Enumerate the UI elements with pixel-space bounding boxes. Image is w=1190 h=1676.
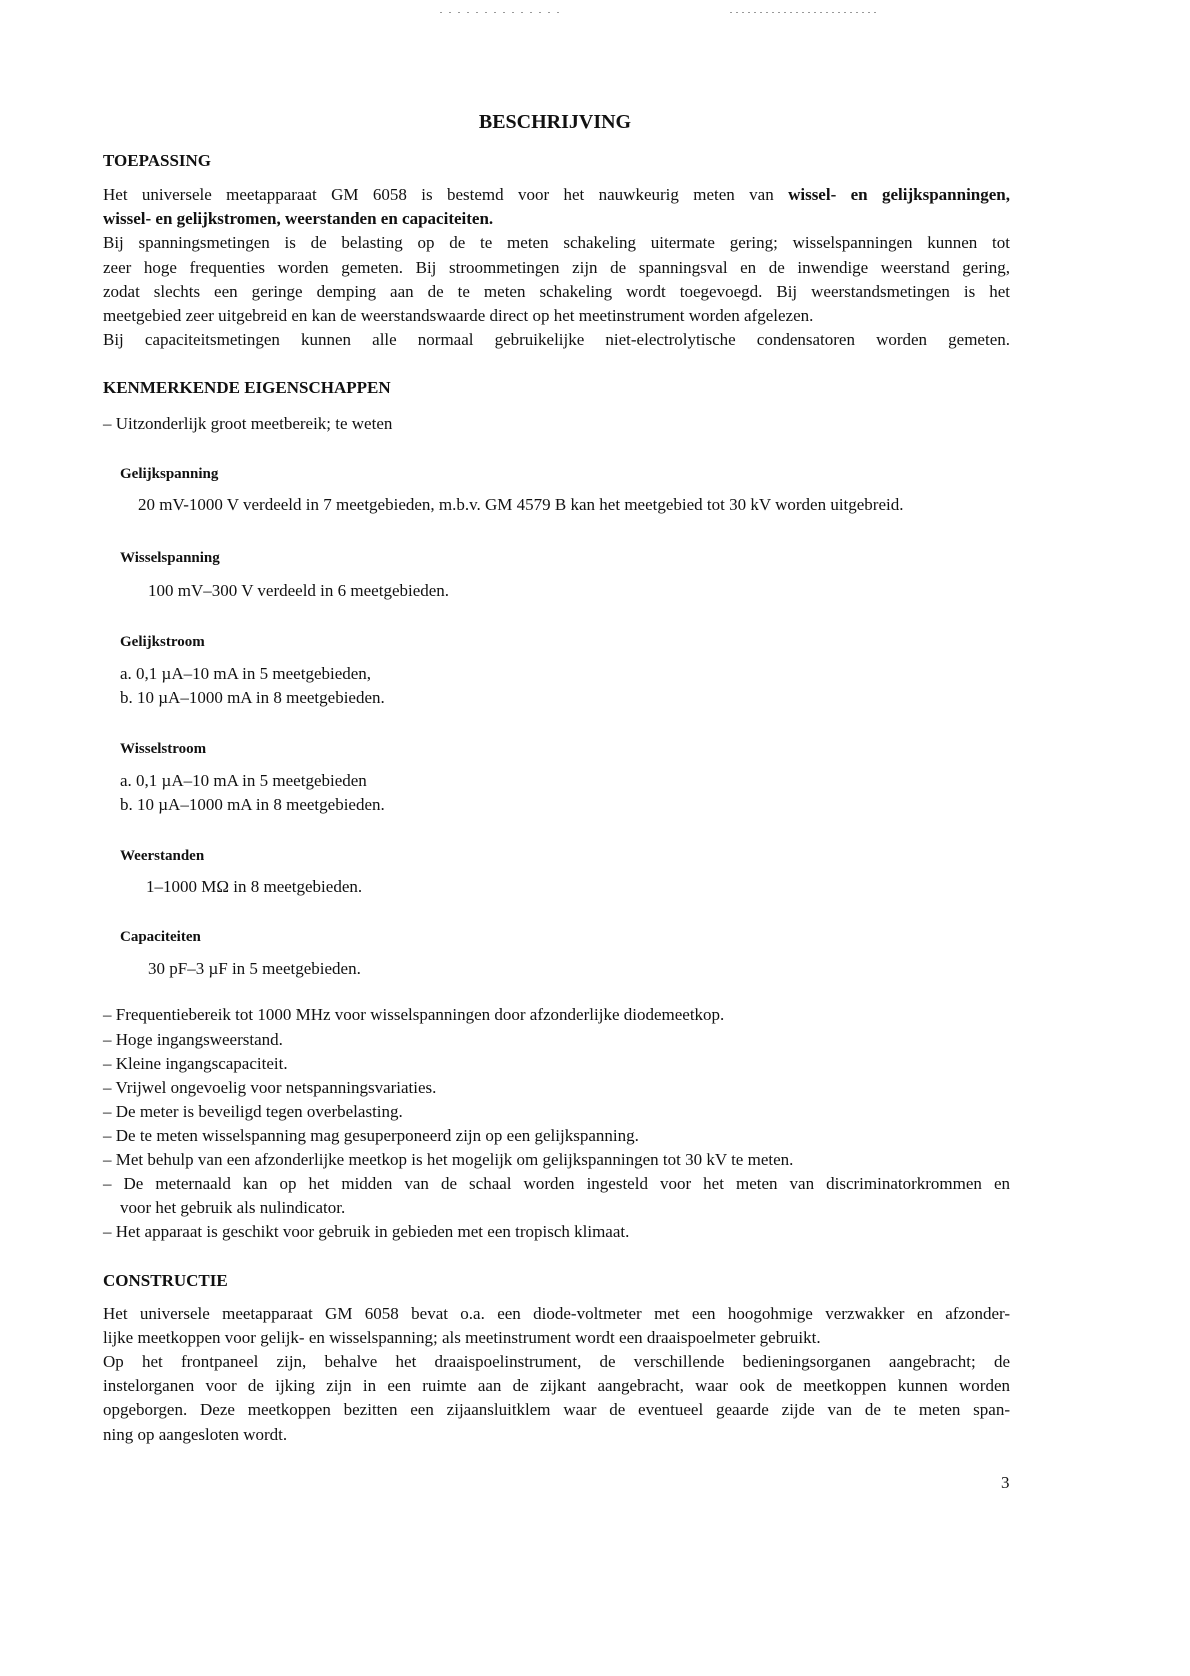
paragraph-line: ning op aangesloten wordt. (103, 1425, 288, 1444)
spec-text: 100 mV–300 V verdeeld in 6 meetgebieden. (148, 581, 450, 600)
spec-text: a. 0,1 µA–10 mA in 5 meetgebieden, (120, 664, 372, 683)
list-item: – Met behulp van een afzonderlijke meetkop is het mogelijk om gelijkspanningen tot 30 kV te meten. (103, 1150, 794, 1169)
paragraph-line: Bij capaciteitsmetingen kunnen alle normaal gebruikelijke niet-electrolytische condensatoren worden gemeten. (103, 330, 1010, 349)
section-heading-constructie: CONSTRUCTIE (103, 1271, 228, 1290)
paragraph-line: lijke meetkoppen voor gelijk- en wisselspanning; als meetinstrument wordt een draaispoelmeter gebruikt. (103, 1328, 821, 1347)
spec-text: 30 pF–3 µF in 5 meetgebieden. (148, 959, 361, 978)
list-item-continuation: voor het gebruik als nulindicator. (120, 1198, 346, 1217)
paragraph-line: instelorganen voor de ijking zijn in een ruimte aan de zijkant aangebracht, waar ook de meetkoppen kunnen worden (103, 1376, 1010, 1395)
paragraph-line: Het universele meetapparaat GM 6058 bevat o.a. een diode-voltmeter met een hoogohmige verzwakker en afzonder- (103, 1304, 1010, 1323)
list-item: – Frequentiebereik tot 1000 MHz voor wisselspanningen door afzonderlijke diodemeetkop. (103, 1005, 725, 1024)
subheading-capaciteiten: Capaciteiten (120, 929, 201, 945)
subheading-wisselspanning: Wisselspanning (120, 550, 220, 566)
subheading-wisselstroom: Wisselstroom (120, 741, 207, 757)
page-number: 3 (1001, 1473, 1010, 1492)
paragraph-line: wissel- en gelijkstromen, weerstanden en capaciteiten. (103, 209, 494, 228)
page-title: BESCHRIJVING (478, 111, 632, 133)
section-heading-kenmerken: KENMERKENDE EIGENSCHAPPEN (103, 378, 391, 397)
scan-noise (440, 12, 560, 13)
bold-run: wissel- en gelijkspanningen, (788, 185, 1010, 204)
subheading-weerstanden: Weerstanden (120, 848, 205, 864)
paragraph-line: Bij spanningsmetingen is de belasting op de te meten schakeling uitermate gering; wisselspanningen kunnen tot (103, 233, 1010, 252)
list-item: – Vrijwel ongevoelig voor netspanningsvariaties. (103, 1078, 437, 1097)
spec-text: 20 mV-1000 V verdeeld in 7 meetgebieden, m.b.v. GM 4579 B kan het meetgebied tot 30 kV worden uitgebreid. (138, 495, 904, 514)
paragraph-line: opgeborgen. Deze meetkoppen bezitten een zijaansluitklem waar de eventueel geaarde zijde van de te meten span- (103, 1400, 1010, 1419)
paragraph-line: zeer hoge frequenties worden gemeten. Bij stroommetingen zijn de spanningsval en de inwendige weerstand gering, (103, 258, 1010, 277)
list-item: – De meternaald kan op het midden van de schaal worden ingesteld voor het meten van discriminatorkrommen en (103, 1174, 1010, 1193)
list-intro: – Uitzonderlijk groot meetbereik; te weten (103, 414, 393, 433)
spec-text: b. 10 µA–1000 mA in 8 meetgebieden. (120, 688, 385, 707)
paragraph-line: zodat slechts een geringe demping aan de te meten schakeling wordt toegevoegd. Bij weerstandsmetingen is het (103, 282, 1010, 301)
list-item: – De te meten wisselspanning mag gesuperponeerd zijn op een gelijkspanning. (103, 1126, 639, 1145)
spec-text: b. 10 µA–1000 mA in 8 meetgebieden. (120, 795, 385, 814)
paragraph-line (103, 185, 1010, 205)
list-item: – Hoge ingangsweerstand. (103, 1030, 283, 1049)
list-item: – De meter is beveiligd tegen overbelasting. (103, 1102, 403, 1121)
scan-noise (730, 12, 880, 13)
spec-text: 1–1000 MΩ in 8 meetgebieden. (146, 877, 363, 896)
section-heading-toepassing: TOEPASSING (103, 151, 212, 170)
list-item: – Het apparaat is geschikt voor gebruik in gebieden met een tropisch klimaat. (103, 1222, 630, 1241)
subheading-gelijkstroom: Gelijkstroom (120, 634, 205, 650)
spec-text: a. 0,1 µA–10 mA in 5 meetgebieden (120, 771, 367, 790)
text-run: Het universele meetapparaat GM 6058 is bestemd voor het nauwkeurig meten van (103, 185, 789, 204)
paragraph-line: meetgebied zeer uitgebreid en kan de weerstandswaarde direct op het meetinstrument worden afgelezen. (103, 306, 814, 325)
subheading-gelijkspanning: Gelijkspanning (120, 466, 219, 482)
list-item: – Kleine ingangscapaciteit. (103, 1054, 288, 1073)
paragraph-line: Op het frontpaneel zijn, behalve het draaispoelinstrument, de verschillende bedieningsorganen aangebracht; de (103, 1352, 1010, 1371)
